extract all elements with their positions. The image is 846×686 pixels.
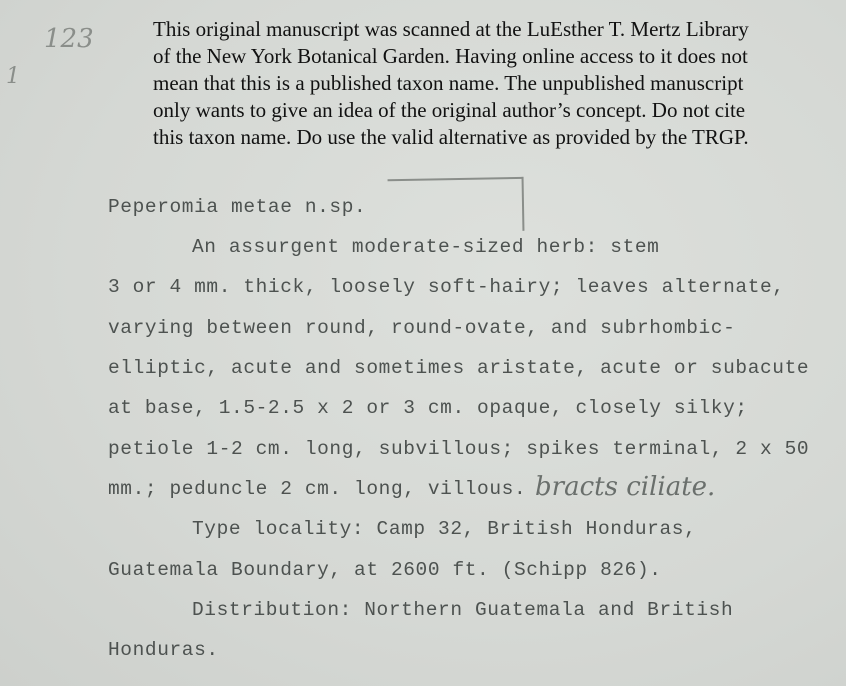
notice-line: only wants to give an idea of the original author’s concept. Do not cite [153,98,746,122]
description-line: petiole 1-2 cm. long, subvillous; spikes terminal, 2 x 50 [108,438,810,460]
library-notice [153,16,793,151]
distribution-line: Distribution: Northern Guatemala and British [192,599,734,621]
notice-line: of the New York Botanical Garden. Having online access to it does not [153,44,748,68]
description-line: An assurgent moderate-sized herb: stem [192,236,660,258]
pencil-bracket-mark [388,177,525,233]
description-line: elliptic, acute and sometimes aristate, acute or subacute [108,357,810,379]
pencil-prefix: 1 [6,64,20,89]
description-line: mm.; peduncle 2 cm. long, villous. [108,478,527,500]
description-line: at base, 1.5-2.5 x 2 or 3 cm. opaque, closely silky; [108,397,748,419]
distribution-line: Honduras. [108,639,219,661]
type-locality-line: Guatemala Boundary, at 2600 ft. (Schipp 826). [108,559,662,581]
handwritten-addition: bracts ciliate. [535,472,716,502]
description-line: 3 or 4 mm. thick, loosely soft-hairy; leaves alternate, [108,276,785,298]
notice-line: This original manuscript was scanned at the LuEsther T. Mertz Library [153,17,749,41]
notice-line: mean that this is a published taxon name. The unpublished manuscript [153,71,744,95]
type-locality-line: Type locality: Camp 32, British Honduras, [192,518,697,540]
pencil-number: 123 [44,24,94,54]
species-title: Peperomia metae n.sp. [108,196,367,218]
notice-line: this taxon name. Do use the valid alternative as provided by the TRGP. [153,125,749,149]
description-line: varying between round, round-ovate, and subrhombic- [108,317,736,339]
